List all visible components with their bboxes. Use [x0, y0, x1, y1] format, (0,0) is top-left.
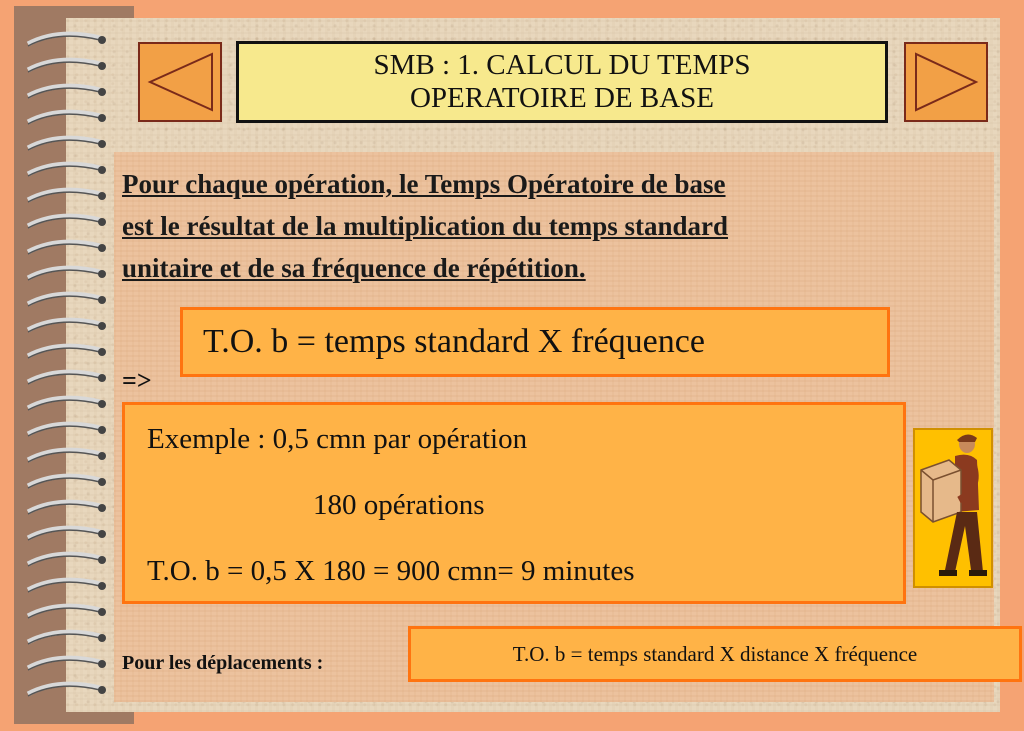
- example-line-3: T.O. b = 0,5 X 180 = 900 cmn= 9 minutes: [147, 555, 635, 587]
- formula-text: T.O. b = temps standard X fréquence: [203, 323, 705, 360]
- next-slide-button[interactable]: [904, 42, 988, 122]
- spiral-hole: [98, 322, 106, 330]
- example-line-2: 180 opérations: [313, 489, 485, 521]
- intro-paragraph: [122, 163, 982, 289]
- spiral-hole: [98, 88, 106, 96]
- man-carrying-box-icon: [913, 428, 993, 588]
- spiral-hole: [98, 166, 106, 174]
- implies-arrow: =>: [122, 366, 152, 395]
- spiral-hole: [98, 608, 106, 616]
- title-line-2: OPERATOIRE DE BASE: [409, 82, 714, 114]
- formula-box: [180, 307, 890, 377]
- spiral-hole: [98, 270, 106, 278]
- spiral-hole: [98, 36, 106, 44]
- spiral-hole: [98, 114, 106, 122]
- spiral-hole: [98, 400, 106, 408]
- spiral-hole: [98, 62, 106, 70]
- spiral-hole: [98, 244, 106, 252]
- spiral-hole: [98, 660, 106, 668]
- movement-formula-box: [408, 626, 1022, 682]
- title-line-1: SMB : 1. CALCUL DU TEMPS: [373, 49, 751, 81]
- spiral-hole: [98, 348, 106, 356]
- spiral-hole: [98, 634, 106, 642]
- example-box: [122, 402, 906, 604]
- spiral-hole: [98, 582, 106, 590]
- right-triangle-icon: [906, 44, 986, 120]
- intro-line-3: unitaire et de sa fréquence de répétition.: [122, 253, 586, 283]
- intro-line-2: est le résultat de la multiplication du temps standard: [122, 211, 729, 241]
- spiral-hole: [98, 530, 106, 538]
- spiral-hole: [98, 478, 106, 486]
- movement-formula-text: T.O. b = temps standard X distance X fréquence: [512, 641, 918, 666]
- spiral-hole: [98, 556, 106, 564]
- spiral-binding-icon: [18, 28, 118, 708]
- movement-label: Pour les déplacements :: [122, 652, 324, 674]
- spiral-hole: [98, 218, 106, 226]
- spiral-hole: [98, 452, 106, 460]
- previous-slide-button[interactable]: [138, 42, 222, 122]
- spiral-hole: [98, 426, 106, 434]
- left-triangle-icon: [140, 44, 220, 120]
- spiral-hole: [98, 504, 106, 512]
- spiral-hole: [98, 374, 106, 382]
- spiral-hole: [98, 140, 106, 148]
- intro-line-1: Pour chaque opération, le Temps Opératoire de base: [122, 169, 726, 199]
- spiral-hole: [98, 686, 106, 694]
- example-line-1: Exemple : 0,5 cmn par opération: [147, 423, 528, 455]
- slide-title: [236, 41, 888, 123]
- spiral-hole: [98, 192, 106, 200]
- spiral-hole: [98, 296, 106, 304]
